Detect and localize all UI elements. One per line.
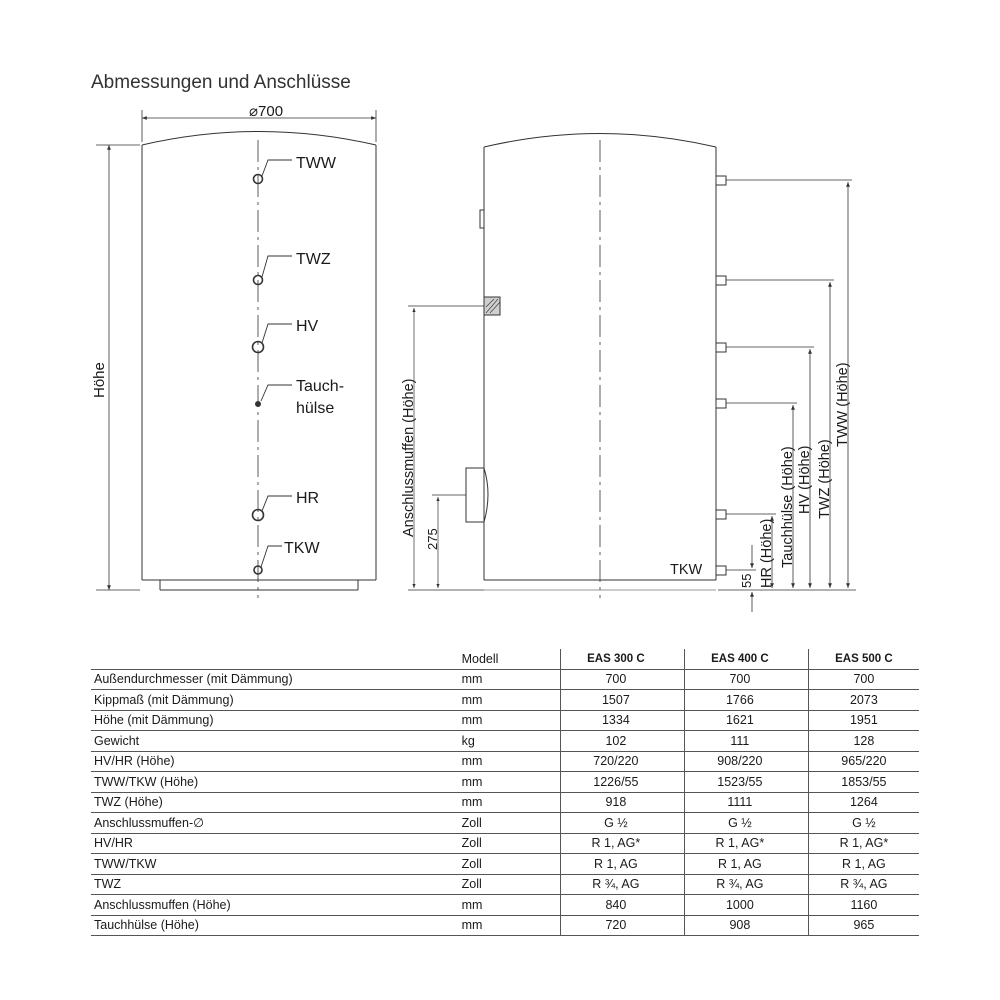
value-cell-model-2: 1621	[684, 710, 795, 731]
value-cell-model-2: 111	[684, 731, 795, 752]
unit-cell: mm	[459, 915, 547, 936]
table-row	[91, 772, 919, 793]
value-cell-model-1: 1334	[560, 710, 671, 731]
header-model-1: EAS 300 C	[560, 649, 671, 669]
value-cell-model-2: 1766	[684, 690, 795, 711]
value-cell-model-1: G ½	[560, 813, 671, 834]
value-cell-model-2: 908/220	[684, 751, 795, 772]
value-cell-model-1: R 1, AG	[560, 854, 671, 875]
side-label-tkw: TKW	[670, 562, 703, 578]
header-spacer	[671, 649, 684, 669]
specification-table	[91, 649, 919, 936]
spacer-cell	[547, 813, 560, 834]
label-twz: TWZ	[296, 251, 331, 268]
value-cell-model-1: 102	[560, 731, 671, 752]
dim-tauchhuelse-hoehe: Tauchhülse (Höhe)	[780, 446, 796, 568]
dim-hv-hoehe: HV (Höhe)	[797, 445, 813, 514]
dim-anschlussmuffen: Anschlussmuffen (Höhe)	[401, 378, 417, 537]
unit-cell: mm	[459, 772, 547, 793]
spacer-cell	[671, 915, 684, 936]
table-row	[91, 669, 919, 690]
spacer-cell	[547, 915, 560, 936]
spacer-cell	[795, 690, 808, 711]
dim-275: 275	[425, 528, 440, 550]
unit-cell: mm	[459, 792, 547, 813]
unit-cell: mm	[459, 710, 547, 731]
spacer-cell	[547, 710, 560, 731]
header-spacer	[795, 649, 808, 669]
param-cell: Tauchhülse (Höhe)	[91, 915, 459, 936]
param-cell: HV/HR (Höhe)	[91, 751, 459, 772]
value-cell-model-3: 2073	[808, 690, 919, 711]
spacer-cell	[795, 731, 808, 752]
unit-cell: Zoll	[459, 874, 547, 895]
value-cell-model-3: R 1, AG	[808, 854, 919, 875]
table-row	[91, 690, 919, 711]
header-param	[91, 649, 459, 669]
value-cell-model-3: 1264	[808, 792, 919, 813]
spacer-cell	[547, 874, 560, 895]
dim-hr-hoehe: HR (Höhe)	[759, 518, 775, 588]
spacer-cell	[547, 854, 560, 875]
table-row	[91, 792, 919, 813]
param-cell: HV/HR	[91, 833, 459, 854]
spacer-cell	[671, 710, 684, 731]
value-cell-model-2: R 1, AG	[684, 854, 795, 875]
param-cell: Anschlussmuffen (Höhe)	[91, 895, 459, 916]
value-cell-model-2: 1111	[684, 792, 795, 813]
spacer-cell	[671, 874, 684, 895]
unit-cell: mm	[459, 895, 547, 916]
spacer-cell	[671, 813, 684, 834]
spacer-cell	[671, 772, 684, 793]
unit-cell: mm	[459, 690, 547, 711]
table-header-row	[91, 649, 919, 669]
value-cell-model-3: 965	[808, 915, 919, 936]
table-row	[91, 710, 919, 731]
spacer-cell	[671, 854, 684, 875]
param-cell: TWZ	[91, 874, 459, 895]
value-cell-model-3: G ½	[808, 813, 919, 834]
spacer-cell	[547, 792, 560, 813]
spacer-cell	[795, 874, 808, 895]
param-cell: Höhe (mit Dämmung)	[91, 710, 459, 731]
spacer-cell	[671, 895, 684, 916]
value-cell-model-3: 1160	[808, 895, 919, 916]
spacer-cell	[547, 772, 560, 793]
label-tkw: TKW	[284, 540, 320, 557]
value-cell-model-1: 720/220	[560, 751, 671, 772]
label-hr: HR	[296, 490, 320, 507]
spacer-cell	[547, 731, 560, 752]
spacer-cell	[547, 751, 560, 772]
spacer-cell	[795, 792, 808, 813]
table-row	[91, 854, 919, 875]
value-cell-model-2: 1000	[684, 895, 795, 916]
spacer-cell	[671, 792, 684, 813]
label-tww: TWW	[296, 155, 336, 172]
value-cell-model-2: 908	[684, 915, 795, 936]
table-body	[91, 669, 919, 936]
label-tauch: Tauch-	[296, 378, 345, 395]
header-model-2: EAS 400 C	[684, 649, 795, 669]
value-cell-model-2: R 1, AG*	[684, 833, 795, 854]
spacer-cell	[795, 895, 808, 916]
value-cell-model-1: R 1, AG*	[560, 833, 671, 854]
spacer-cell	[795, 915, 808, 936]
value-cell-model-3: R ¾, AG	[808, 874, 919, 895]
label-hv: HV	[296, 318, 319, 335]
front-view	[96, 110, 376, 598]
spacer-cell	[671, 731, 684, 752]
param-cell: Außendurchmesser (mit Dämmung)	[91, 669, 459, 690]
header-model-label: Modell	[459, 649, 547, 669]
value-cell-model-3: 700	[808, 669, 919, 690]
page-title: Abmessungen und Anschlüsse	[91, 72, 351, 93]
table-row	[91, 813, 919, 834]
dim-55: 55	[739, 573, 754, 588]
unit-cell: mm	[459, 751, 547, 772]
param-cell: Anschlussmuffen-∅	[91, 813, 459, 834]
param-cell: TWW/TKW (Höhe)	[91, 772, 459, 793]
table-row	[91, 915, 919, 936]
value-cell-model-1: 1226/55	[560, 772, 671, 793]
value-cell-model-1: 1507	[560, 690, 671, 711]
unit-cell: Zoll	[459, 813, 547, 834]
height-label: Höhe	[91, 362, 108, 398]
value-cell-model-3: 1951	[808, 710, 919, 731]
table-row	[91, 833, 919, 854]
value-cell-model-2: 700	[684, 669, 795, 690]
spacer-cell	[671, 833, 684, 854]
tauchhuelse-icon	[256, 402, 261, 407]
value-cell-model-3: 128	[808, 731, 919, 752]
spacer-cell	[795, 710, 808, 731]
value-cell-model-3: 965/220	[808, 751, 919, 772]
value-cell-model-2: G ½	[684, 813, 795, 834]
value-cell-model-2: R ¾, AG	[684, 874, 795, 895]
value-cell-model-3: R 1, AG*	[808, 833, 919, 854]
spacer-cell	[547, 690, 560, 711]
value-cell-model-1: 700	[560, 669, 671, 690]
spacer-cell	[795, 813, 808, 834]
header-spacer	[547, 649, 560, 669]
value-cell-model-1: 918	[560, 792, 671, 813]
spacer-cell	[547, 833, 560, 854]
param-cell: TWZ (Höhe)	[91, 792, 459, 813]
param-cell: TWW/TKW	[91, 854, 459, 875]
dim-tww-hoehe: TWW (Höhe)	[835, 362, 851, 447]
unit-cell: mm	[459, 669, 547, 690]
unit-cell: Zoll	[459, 854, 547, 875]
spacer-cell	[671, 669, 684, 690]
spacer-cell	[795, 854, 808, 875]
unit-cell: Zoll	[459, 833, 547, 854]
spacer-cell	[547, 669, 560, 690]
label-huelse: hülse	[296, 400, 335, 417]
value-cell-model-1: 720	[560, 915, 671, 936]
spacer-cell	[671, 690, 684, 711]
diameter-label: ⌀700	[249, 103, 284, 120]
value-cell-model-1: 840	[560, 895, 671, 916]
spacer-cell	[547, 895, 560, 916]
unit-cell: kg	[459, 731, 547, 752]
table-row	[91, 731, 919, 752]
table-row	[91, 874, 919, 895]
table-row	[91, 895, 919, 916]
param-cell: Gewicht	[91, 731, 459, 752]
spacer-cell	[795, 751, 808, 772]
value-cell-model-1: R ¾, AG	[560, 874, 671, 895]
dim-twz-hoehe: TWZ (Höhe)	[817, 439, 833, 519]
param-cell: Kippmaß (mit Dämmung)	[91, 690, 459, 711]
spacer-cell	[795, 833, 808, 854]
table-row	[91, 751, 919, 772]
value-cell-model-3: 1853/55	[808, 772, 919, 793]
spacer-cell	[795, 772, 808, 793]
spacer-cell	[671, 751, 684, 772]
header-model-3: EAS 500 C	[808, 649, 919, 669]
spacer-cell	[795, 669, 808, 690]
value-cell-model-2: 1523/55	[684, 772, 795, 793]
